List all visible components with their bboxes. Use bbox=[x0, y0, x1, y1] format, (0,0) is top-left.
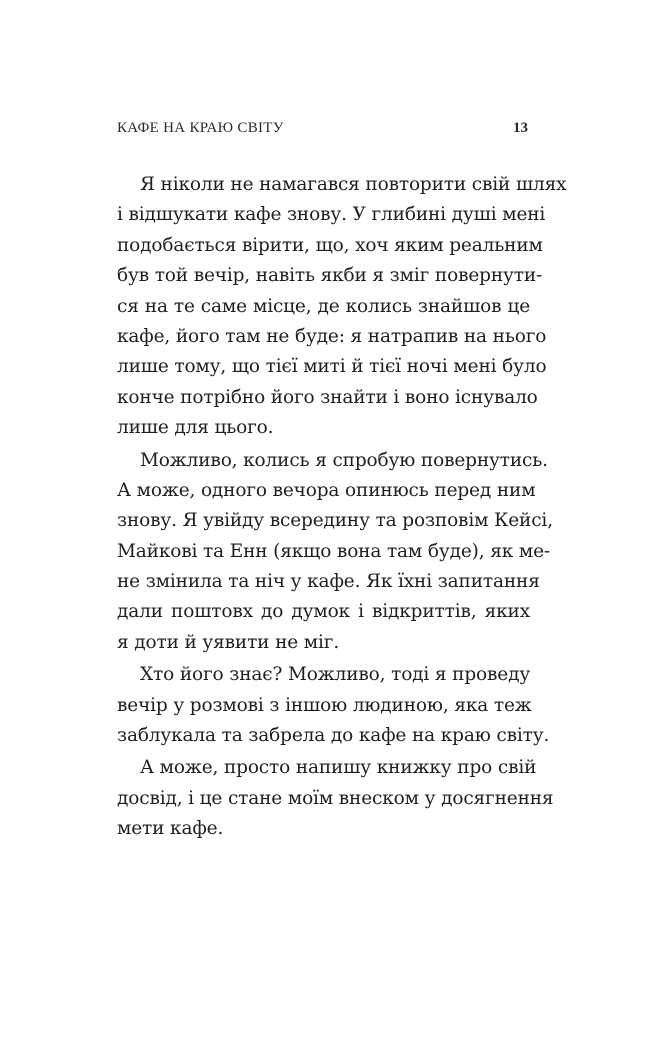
text-line: А може, одного вечора опинюсь перед ним bbox=[117, 479, 536, 501]
text-line: мети кафе. bbox=[117, 818, 224, 840]
body-text bbox=[117, 170, 567, 845]
text-line: і відшукати кафе знову. У глибині душі мені bbox=[117, 204, 546, 226]
paragraph bbox=[117, 170, 567, 444]
text-line: був той вечір, навіть якби я зміг повернути- bbox=[117, 265, 543, 287]
text-line: заблукала та забрела до кафе на краю світу. bbox=[117, 725, 550, 747]
text-line: кафе, його там не буде: я натрапив на нього bbox=[117, 325, 547, 347]
text-line: досвід, і це стане моїм внеском у досягнення bbox=[117, 787, 554, 809]
text-line: лише тому, що тієї миті й тієї ночі мені було bbox=[117, 356, 547, 378]
page-number: 13 bbox=[513, 120, 528, 136]
text-line: А може, просто напишу книжку про свій bbox=[140, 757, 537, 779]
running-head-title: КАФЕ НА КРАЮ СВІТУ bbox=[117, 120, 284, 136]
text-line: конче потрібно його знайти і воно існувало bbox=[117, 386, 538, 408]
paragraph bbox=[117, 753, 554, 844]
text-line: Можливо, колись я спробую повернутись. bbox=[140, 449, 548, 471]
text-line: Майкові та Енн (якщо вона там буде), як ме- bbox=[117, 540, 550, 562]
paragraph bbox=[117, 446, 553, 659]
text-line: дали поштовх до думок і відкриттів, яких bbox=[117, 601, 530, 623]
text-line: лише для цього. bbox=[117, 417, 274, 439]
text-line: Я ніколи не намагався повторити свій шлях bbox=[140, 174, 567, 195]
text-line: Хто його знає? Можливо, тоді я проведу bbox=[140, 664, 531, 686]
text-line: вечір у розмові з іншою людиною, яка теж bbox=[117, 694, 532, 716]
text-line: подобається вірити, що, хоч яким реальним bbox=[117, 234, 543, 256]
paragraph bbox=[117, 660, 550, 751]
text-line: не змінила та ніч у кафе. Як їхні запитання bbox=[117, 571, 540, 593]
text-line: знову. Я увійду всередину та розповім Кейсі, bbox=[117, 510, 553, 532]
text-line: я доти й уявити не міг. bbox=[117, 631, 340, 653]
text-line: ся на те саме місце, де колись знайшов це bbox=[117, 295, 530, 317]
